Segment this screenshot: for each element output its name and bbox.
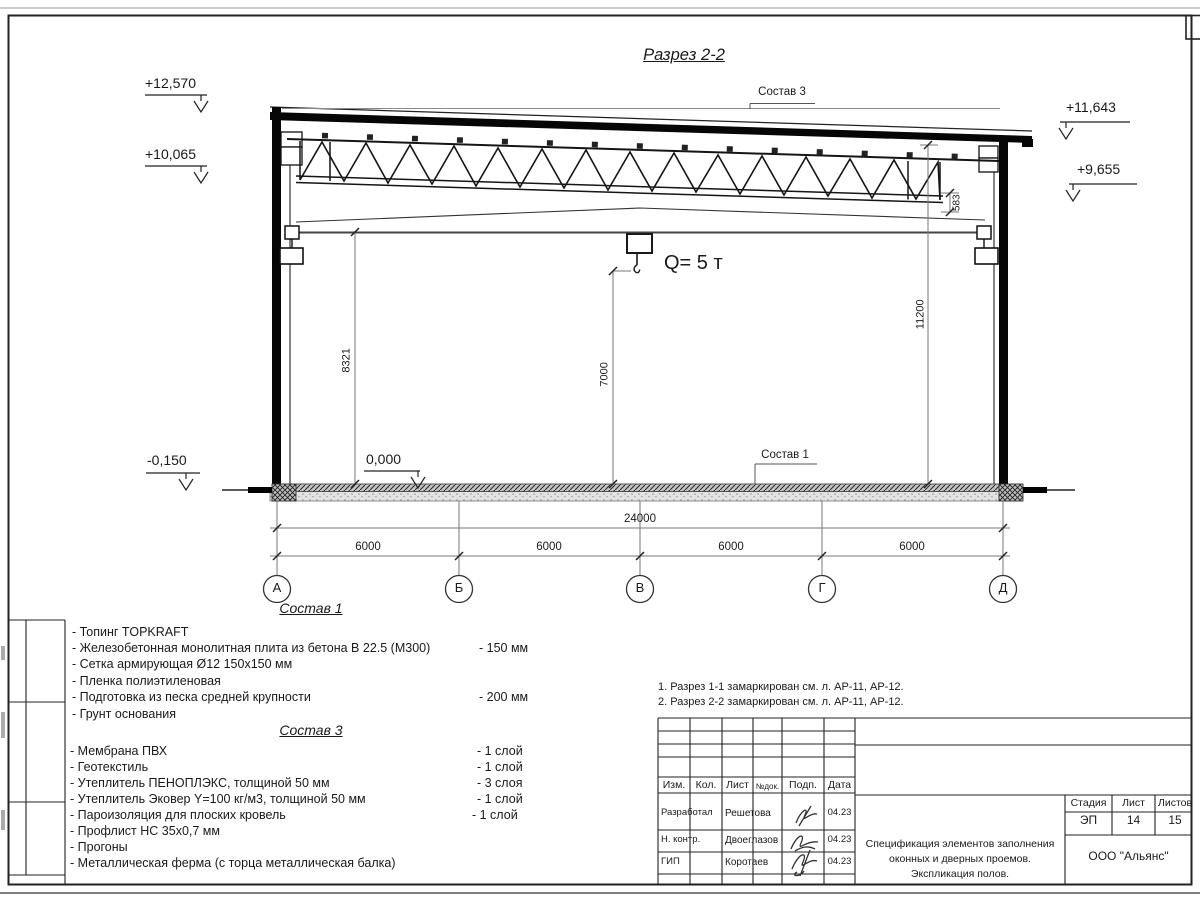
dim-bay-2: 6000 <box>536 541 562 553</box>
sostav1-item: - Сетка армирующая Ø12 150х150 мм <box>72 657 293 671</box>
sostav3-item-value: - 1 слой <box>477 792 523 806</box>
dim-height-11200: 11200 <box>914 299 927 330</box>
dim-height-8321: 8321 <box>340 348 353 373</box>
titleblock-date: 04.23 <box>827 856 852 867</box>
level-mark-10065: +10,065 <box>145 146 196 162</box>
signature-gip <box>792 850 817 876</box>
dim-height-7000: 7000 <box>598 362 611 387</box>
dim-bay-4: 6000 <box>899 541 925 553</box>
columns <box>272 107 1008 490</box>
callout-sostav3: Состав 3 <box>758 86 806 98</box>
level-mark-0000: 0,000 <box>366 451 402 467</box>
titleblock-date: 04.23 <box>827 834 852 845</box>
company-name: ООО "Альянс" <box>1088 849 1169 863</box>
sostav3-item-value: - 1 слой <box>472 808 518 822</box>
titleblock-role: ГИП <box>661 856 680 867</box>
axis-bubble-d: Д <box>998 580 1008 595</box>
titleblock-role: Разработал <box>661 807 713 818</box>
titleblock-col-data: Дата <box>827 779 852 791</box>
level-mark-12570: +12,570 <box>145 75 196 91</box>
sostav3-item: - Утеплитель ПЕНОПЛЭКС, толщиной 50 мм <box>70 776 330 790</box>
sostav1-item-value: - 200 мм <box>479 690 529 704</box>
titleblock-name: Решетова <box>725 808 771 819</box>
sostav3-item: - Утеплитель Эковер Y=100 кг/м3, толщиной 50 мм <box>70 792 366 806</box>
stage-value: ЭП <box>1079 813 1098 827</box>
sostav1-heading: Состав 1 <box>279 600 343 616</box>
sostav3-item: - Металлическая ферма (с торца металлическая балка) <box>70 856 396 870</box>
sostav3-item: - Прогоны <box>70 840 128 854</box>
titleblock-col-kol: Кол. <box>695 779 717 791</box>
callout-sostav1: Состав 1 <box>761 449 809 461</box>
dim-total-24000: 24000 <box>624 513 656 525</box>
dim-depth-583: 583 <box>951 194 963 212</box>
sostav3-heading: Состав 3 <box>279 722 343 738</box>
sheet-label: Лист <box>1122 797 1145 809</box>
sostav3-item: - Профлист НС 35х0,7 мм <box>70 824 220 838</box>
dim-bay-3: 6000 <box>718 541 744 553</box>
sheets-total: 15 <box>1168 813 1182 827</box>
axis-bubble-b: Б <box>454 580 464 595</box>
titleblock-col-list: Лист <box>726 779 749 791</box>
roof <box>270 107 1033 147</box>
sostav1-item: - Грунт основания <box>72 707 177 721</box>
sostav3-item: - Мембрана ПВХ <box>70 744 168 758</box>
sostav3-item: - Пароизоляция для плоских кровель <box>70 808 286 822</box>
sostav3-item-value: - 3 слоя <box>477 776 523 790</box>
titleblock-name: Двоеглазов <box>725 835 779 846</box>
note-line-2: 2. Разрез 2-2 замаркирован см. л. АР-11, АР-12. <box>658 696 904 708</box>
titleblock-col-podp: Подп. <box>789 779 817 791</box>
stage-label: Стадия <box>1070 797 1107 809</box>
signature-nkontr <box>791 836 818 851</box>
axis-bubble-v: В <box>635 580 645 595</box>
document-title-line: оконных и дверных проемов. <box>888 853 1032 865</box>
titleblock-col-izm: Изм. <box>662 779 686 791</box>
sheet-number: 14 <box>1126 813 1141 827</box>
sostav3-item-value: - 1 слой <box>477 760 523 774</box>
crane-capacity-label: Q= 5 т <box>664 252 723 274</box>
titleblock-role: Н. контр. <box>661 834 701 845</box>
level-mark-m0150: -0,150 <box>147 452 187 468</box>
drawing-title: Разрез 2-2 <box>643 46 725 64</box>
note-line-1: 1. Разрез 1-1 замаркирован см. л. АР-11, АР-12. <box>658 681 904 693</box>
sostav1-item: - Топинг TOPKRAFT <box>72 625 189 639</box>
crane-trolley <box>627 234 652 273</box>
titleblock-date: 04.23 <box>827 807 852 818</box>
titleblock-name: Коротаев <box>725 857 769 868</box>
sostav1-item: - Пленка полиэтиленовая <box>72 674 221 688</box>
sostav3-item-value: - 1 слой <box>477 744 523 758</box>
dim-bay-1: 6000 <box>355 541 381 553</box>
signature-razrabotal <box>796 806 817 826</box>
axis-bubble-a: А <box>272 580 282 595</box>
sheets-label: Листов <box>1157 797 1193 809</box>
vertical-dimensions <box>355 145 959 484</box>
sostav1-item: - Подготовка из песка средней крупности <box>72 690 311 704</box>
signatures <box>791 806 818 876</box>
axis-bubble-g: Г <box>818 580 826 595</box>
sostav1-item: - Железобетонная монолитная плита из бетона В 22.5 (М300) <box>72 641 431 655</box>
roof-truss <box>287 136 999 203</box>
floor-slab <box>222 484 1075 501</box>
level-mark-11643: +11,643 <box>1066 99 1116 115</box>
document-title-line: Экспликация полов. <box>910 868 1010 880</box>
level-mark-9655: +9,655 <box>1077 161 1121 177</box>
sostav1-item-value: - 150 мм <box>479 641 529 655</box>
sostav3-item: - Геотекстиль <box>70 760 149 774</box>
document-title-line: Спецификация элементов заполнения <box>865 838 1055 850</box>
titleblock-col-ndok: №док. <box>755 782 780 791</box>
